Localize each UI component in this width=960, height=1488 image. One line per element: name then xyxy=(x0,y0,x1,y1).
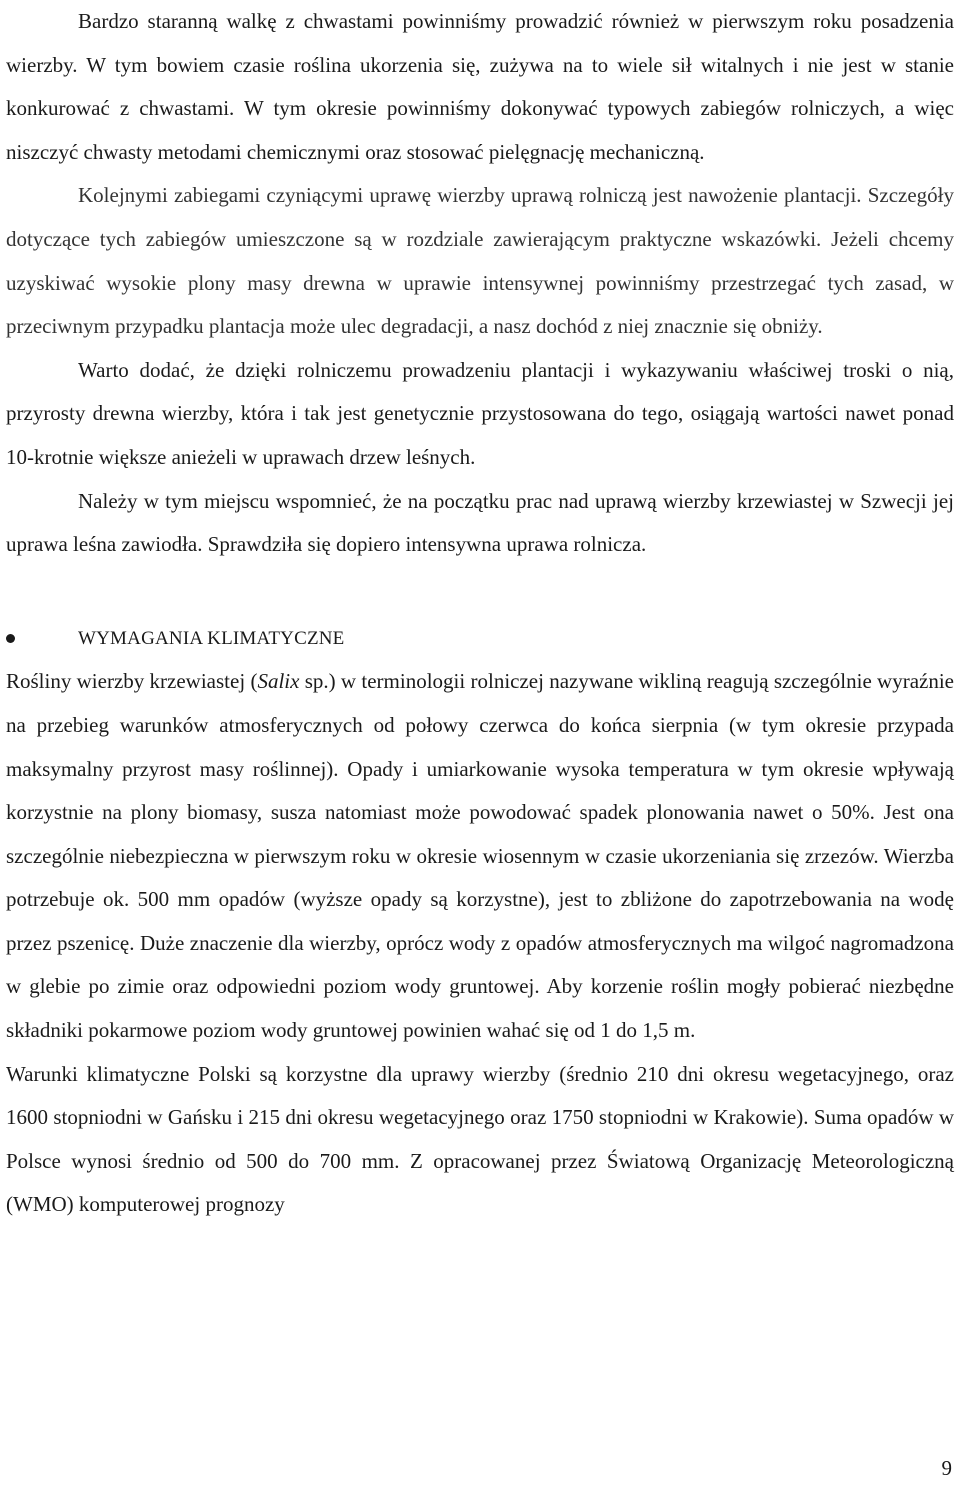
paragraph-fertilization: Kolejnymi zabiegami czyniącymi uprawę wierzby uprawą rolniczą jest nawożenie plantacji. Szczegóły dotyczące tych zabiegów umieszczone są w rozdziale zawierającym praktyczne wskazówki. Jeżeli chcemy uzyskiwać wysokie plony masy drewna w uprawie intensywnej powinniśmy przestrzegać tych zasad, w przeciwnym przypadku plantacja może ulec degradacji, a nasz dochód z niej znacznie się obniży. xyxy=(6,183,954,339)
paragraph-sweden: Należy w tym miejscu wspomnieć, że na początku prac nad uprawą wierzby krzewiastej w Szwecji jej uprawa leśna zawiodła. Sprawdziła się dopiero intensywna uprawa rolnicza. xyxy=(6,488,954,557)
paragraph-climate-requirements xyxy=(6,660,954,1052)
paragraph-weed-control: Bardzo staranną walkę z chwastami powinniśmy prowadzić również w pierwszym roku posadzenia wierzby. W tym bowiem czasie roślina ukorzenia się, zużywa na to wiele sił witalnych i nie jest w stanie konkurować z chwastami. W tym okresie powinniśmy dokonywać typowych zabiegów rolniczych, a więc niszczyć chwasty metodami chemicznymi oraz stosować pielęgnację mechaniczną. xyxy=(6,9,954,164)
section-heading-row xyxy=(6,617,954,661)
paragraph-climate-start: Rośliny wierzby krzewiastej ( xyxy=(6,669,258,694)
section-heading: WYMAGANIA KLIMATYCZNE xyxy=(78,627,345,649)
document-page xyxy=(6,0,954,1227)
latin-name-salix: Salix xyxy=(257,669,300,694)
paragraph-climate-poland: Warunki klimatyczne Polski są korzystne dla uprawy wierzby (średnio 210 dni okresu wegetacyjnego, oraz 1600 stopniodni w Gańsku i 215 dni okresu wegetacyjnego oraz 1750 stopniodni w Krakowie). Suma opadów w Polsce wynosi średnio od 500 do 700 mm. Z opracowanej przez Światową Organizację Meteorologiczną (WMO) komputerowej prognozy xyxy=(6,1061,954,1217)
paragraph-climate-rest: sp.) w terminologii rolniczej nazywane wikliną reagują szczególnie wyraźnie na przebieg warunków atmosferycznych od połowy czerwca do końca sierpnia (w tym okresie przypada maksymalny przyrost masy roślinnej). Opady i umiarkowanie wysoka temperatura w tym okresie wpływają korzystnie na plony biomasy, susza natomiast może powodować spadek plonowania nawet o 50%. Jest ona szczególnie niebezpieczna w pierwszym roku w okresie wiosennym w czasie ukorzeniania się zrzezów. Wierzba potrzebuje ok. 500 mm opadów (wyższe opady są korzystne), jest to zbliżone do zapotrzebowania na wodę przez pszenicę. Duże znaczenie dla wierzby, oprócz wody z opadów atmosferycznych ma wilgoć nagromadzona w glebie po zimie oraz odpowiedni poziom wody gruntowej. Aby korzenie roślin mogły pobierać niezbędne składniki pokarmowe poziom wody gruntowej powinien wahać się od 1 do 1,5 m. xyxy=(6,669,954,1043)
page-number: 9 xyxy=(941,1456,952,1480)
bullet-icon xyxy=(6,634,15,643)
paragraph-growth: Warto dodać, że dzięki rolniczemu prowadzeniu plantacji i wykazywaniu właściwej troski o nią, przyrosty drewna wierzby, która i tak jest genetycznie przystosowana do tego, osiągają wartości nawet ponad 10-krotnie większe anieżeli w uprawach drzew leśnych. xyxy=(6,357,954,469)
